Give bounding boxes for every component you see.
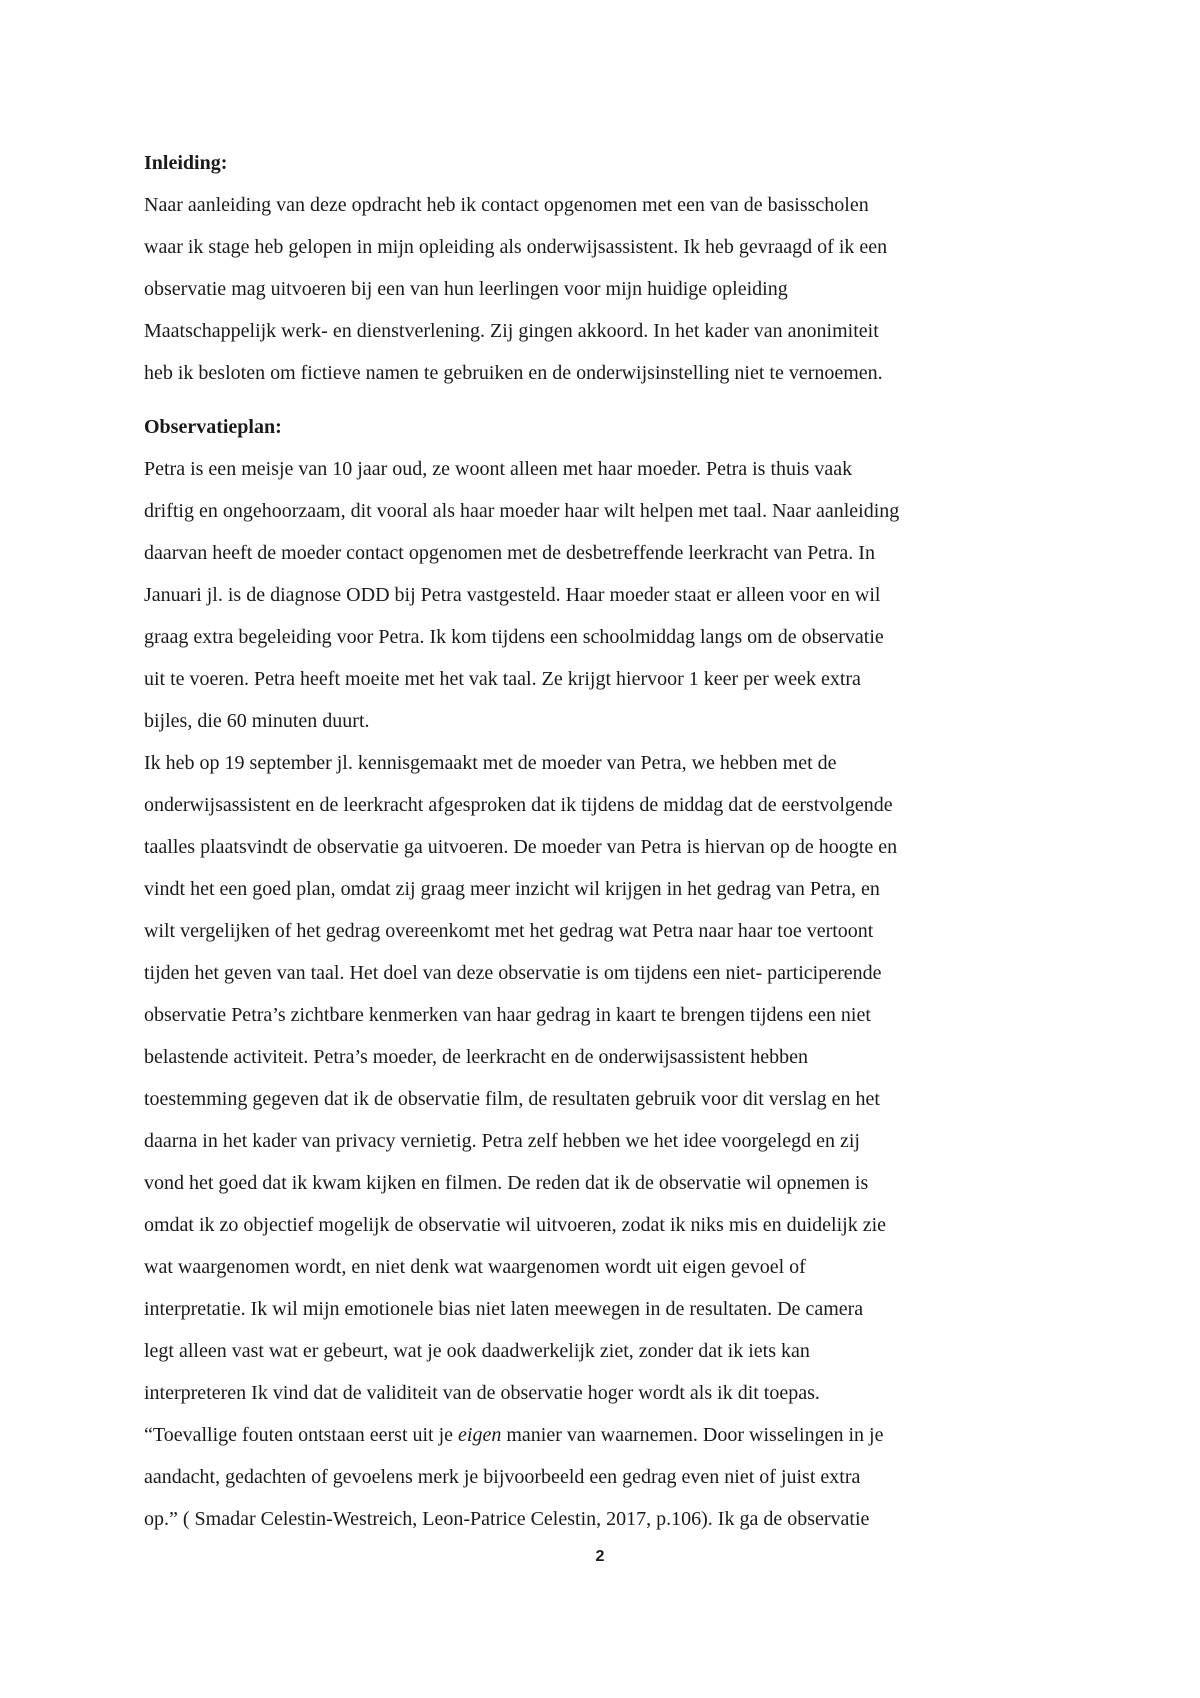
paragraph-line: Januari jl. is de diagnose ODD bij Petra vastgesteld. Haar moeder staat er alleen voor en wil [144, 584, 881, 606]
quote-text: “Toevallige fouten ontstaan eerst uit je [144, 1424, 459, 1446]
paragraph-line: Ik heb op 19 september jl. kennisgemaakt met de moeder van Petra, we hebben met de [144, 752, 837, 774]
paragraph-line: daarna in het kader van privacy vernietig. Petra zelf hebben we het idee voorgelegd en zij [144, 1130, 860, 1152]
paragraph-line: observatie mag uitvoeren bij een van hun leerlingen voor mijn huidige opleiding [144, 278, 788, 300]
quote-text: manier van waarnemen. Door wisselingen in je [501, 1424, 884, 1446]
paragraph-line: observatie Petra’s zichtbare kenmerken van haar gedrag in kaart te brengen tijdens een niet [144, 1004, 871, 1026]
section-heading-inleiding: Inleiding: [144, 152, 228, 174]
section-spacer [144, 394, 1064, 406]
paragraph-line: omdat ik zo objectief mogelijk de observatie wil uitvoeren, zodat ik niks mis en duidelijk zie [144, 1214, 887, 1236]
paragraph-line: daarvan heeft de moeder contact opgenomen met de desbetreffende leerkracht van Petra. In [144, 542, 875, 564]
paragraph-line-quote-start [144, 1414, 1064, 1456]
paragraph-line: interpretatie. Ik wil mijn emotionele bias niet laten meewegen in de resultaten. De camera [144, 1298, 864, 1320]
paragraph-line: Maatschappelijk werk- en dienstverlening. Zij gingen akkoord. In het kader van anonimiteit [144, 320, 879, 342]
paragraph-line: driftig en ongehoorzaam, dit vooral als haar moeder haar wilt helpen met taal. Naar aanleiding [144, 500, 900, 522]
paragraph-line: op.” ( Smadar Celestin-Westreich, Leon-Patrice Celestin, 2017, p.106). Ik ga de observatie [144, 1508, 870, 1530]
paragraph-line: taalles plaatsvindt de observatie ga uitvoeren. De moeder van Petra is hiervan op de hoogte en [144, 836, 898, 858]
paragraph-line: wat waargenomen wordt, en niet denk wat waargenomen wordt uit eigen gevoel of [144, 1256, 806, 1278]
paragraph-line: vond het goed dat ik kwam kijken en filmen. De reden dat ik de observatie wil opnemen is [144, 1172, 869, 1194]
paragraph-line: graag extra begeleiding voor Petra. Ik kom tijdens een schoolmiddag langs om de observatie [144, 626, 884, 648]
paragraph-line: legt alleen vast wat er gebeurt, wat je ook daadwerkelijk ziet, zonder dat ik iets kan [144, 1340, 810, 1362]
paragraph-line: waar ik stage heb gelopen in mijn opleiding als onderwijsassistent. Ik heb gevraagd of ik een [144, 236, 888, 258]
paragraph-line: uit te voeren. Petra heeft moeite met het vak taal. Ze krijgt hiervoor 1 keer per week extra [144, 668, 861, 690]
paragraph-line: tijden het geven van taal. Het doel van deze observatie is om tijdens een niet- participerende [144, 962, 882, 984]
paragraph-line: belastende activiteit. Petra’s moeder, de leerkracht en de onderwijsassistent hebben [144, 1046, 808, 1068]
paragraph-line: vindt het een goed plan, omdat zij graag meer inzicht wil krijgen in het gedrag van Petra, en [144, 878, 880, 900]
paragraph-line: Naar aanleiding van deze opdracht heb ik contact opgenomen met een van de basisscholen [144, 194, 869, 216]
paragraph-line: interpreteren Ik vind dat de validiteit van de observatie hoger wordt als ik dit toepas. [144, 1382, 820, 1404]
section-heading-observatieplan: Observatieplan: [144, 416, 282, 438]
paragraph-line: toestemming gegeven dat ik de observatie film, de resultaten gebruik voor dit verslag en het [144, 1088, 880, 1110]
paragraph-line: onderwijsassistent en de leerkracht afgesproken dat ik tijdens de middag dat de eerstvolgende [144, 794, 893, 816]
paragraph-line: Petra is een meisje van 10 jaar oud, ze woont alleen met haar moeder. Petra is thuis vaak [144, 458, 853, 480]
page-number: 2 [595, 1548, 605, 1565]
paragraph-line: aandacht, gedachten of gevoelens merk je bijvoorbeeld een gedrag even niet of juist extra [144, 1466, 861, 1488]
emphasized-word: eigen [458, 1424, 502, 1446]
paragraph-line: heb ik besloten om fictieve namen te gebruiken en de onderwijsinstelling niet te vernoemen. [144, 362, 883, 384]
document-body [144, 142, 1064, 1540]
paragraph-line: bijles, die 60 minuten duurt. [144, 710, 370, 732]
paragraph-line: wilt vergelijken of het gedrag overeenkomt met het gedrag wat Petra naar haar toe vertoont [144, 920, 874, 942]
